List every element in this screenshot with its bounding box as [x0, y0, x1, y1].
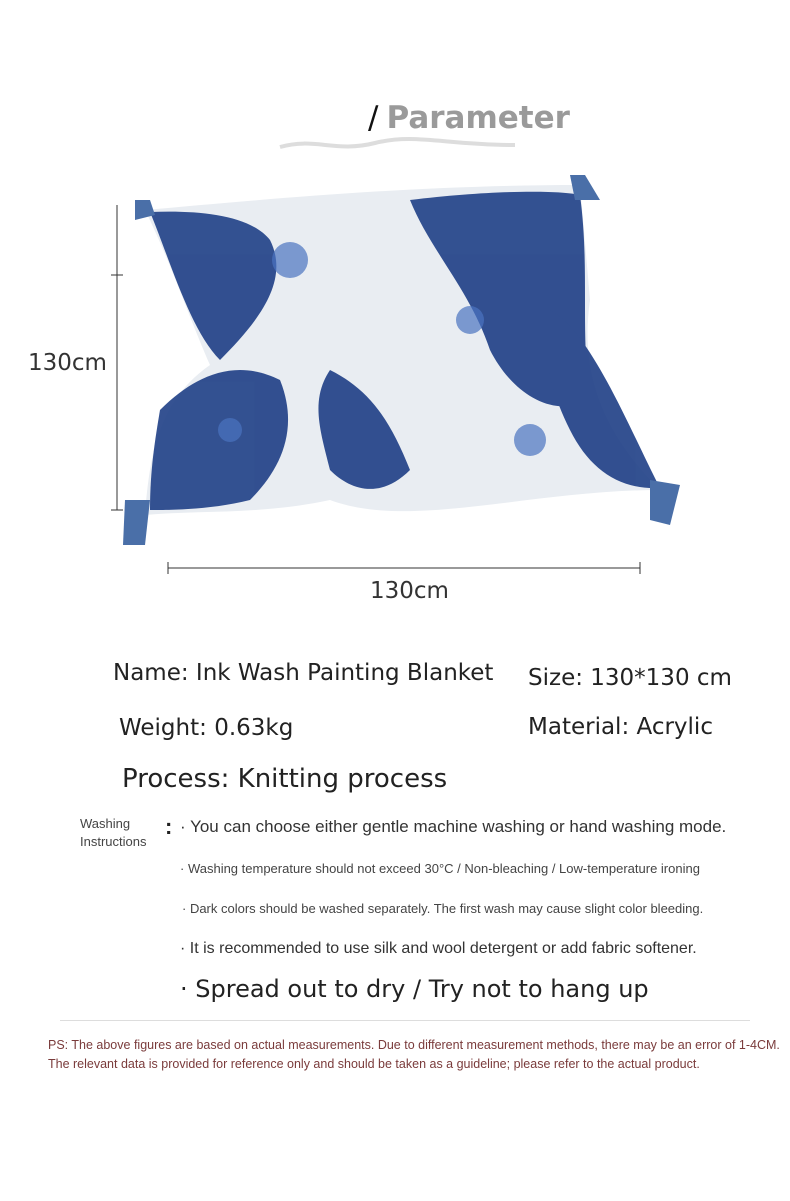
height-dimension: 130cm	[28, 350, 107, 376]
washing-item: · It is recommended to use silk and wool detergent or add fabric softener.	[180, 940, 697, 957]
washing-item: · Washing temperature should not exceed 30°C / Non-bleaching / Low-temperature ironing	[180, 861, 700, 876]
spec-name: Name: Ink Wash Painting Blanket	[113, 660, 494, 686]
spec-size: Size: 130*130 cm	[528, 665, 732, 691]
blanket-image	[110, 170, 700, 590]
washing-item: · Spread out to dry / Try not to hang up	[180, 975, 649, 1003]
brush-stroke-decoration	[275, 135, 525, 155]
page-title: / Parameter	[368, 100, 570, 136]
divider	[60, 1020, 750, 1021]
washing-colon: :	[165, 814, 173, 839]
width-dimension: 130cm	[370, 578, 449, 604]
spec-weight: Weight: 0.63kg	[119, 715, 294, 741]
washing-item: · Dark colors should be washed separately. The first wash may cause slight color bleeding.	[182, 901, 704, 916]
washing-item: · You can choose either gentle machine washing or hand washing mode.	[180, 817, 727, 836]
washing-label: Washing Instructions	[80, 816, 147, 849]
spec-process: Process: Knitting process	[122, 764, 448, 794]
disclaimer-note: PS: The above figures are based on actual measurements. Due to different measurement methods, there may be an error of 1-4CM. The relevant data is provided for reference only and should be taken as a guideline; please refer to the actual product.	[48, 1038, 780, 1071]
spec-material: Material: Acrylic	[528, 714, 713, 740]
